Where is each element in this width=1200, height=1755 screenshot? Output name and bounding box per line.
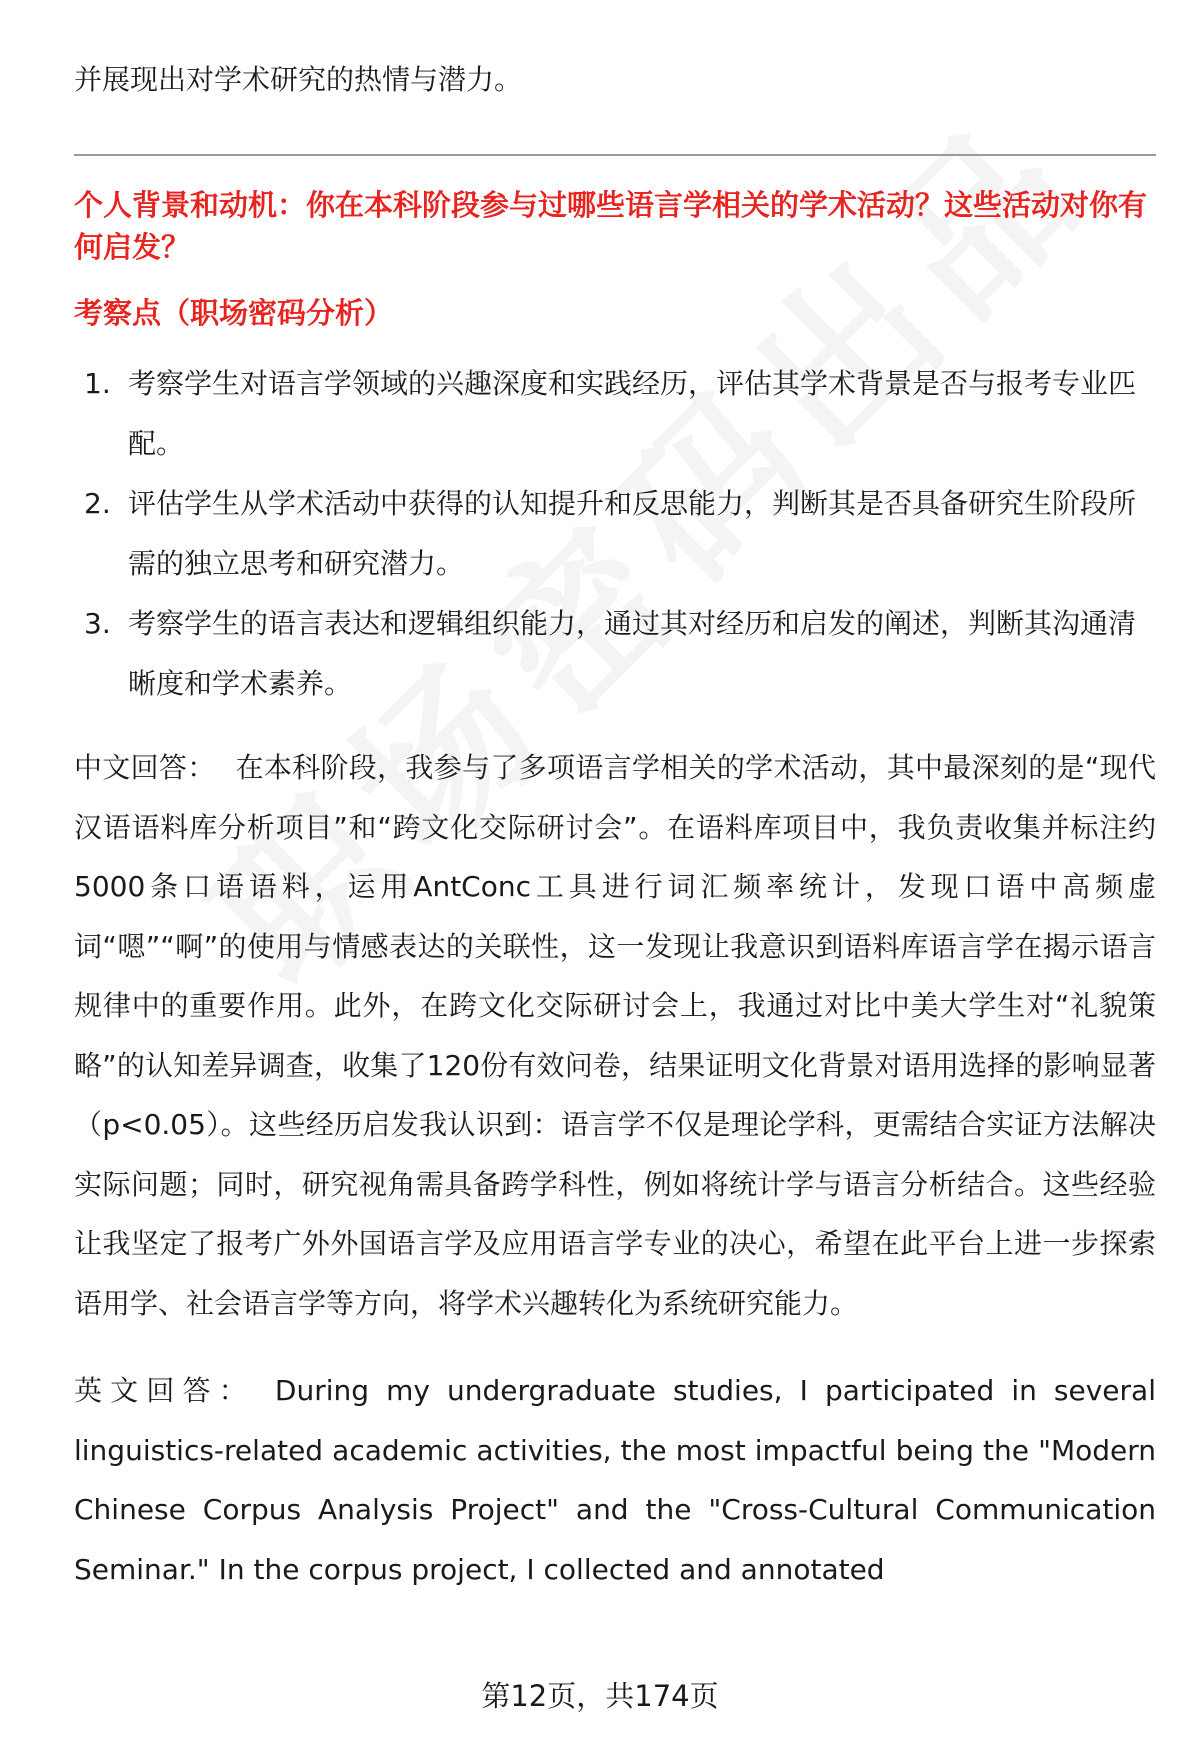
point-text: 考察学生对语言学领域的兴趣深度和实践经历，评估其学术背景是否与报考专业匹配。: [128, 367, 1137, 460]
continued-paragraph: 并展现出对学术研究的热情与潜力。: [74, 63, 523, 96]
point-text: 考察学生的语言表达和逻辑组织能力，通过其对经历和启发的阐述，判断其沟通清晰度和学术素养。: [128, 607, 1137, 700]
chinese-answer-text: 在本科阶段，我参与了多项语言学相关的学术活动，其中最深刻的是“现代汉语语料库分析项目”和“跨文化交际研讨会”。在语料库项目中，我负责收集并标注约5000条口语语料，运用AntConc工具进行词汇频率统计，发现口语中高频虚词“嗯”“啊”的使用与情感表达的关联性，这一发现让我意识到语料库语言学在揭示语言规律中的重要作用。此外，在跨文化交际研讨会上，我通过对比中美大学生对“礼貌策略”的认知差异调查，收集了120份有效问卷，结果证明文化背景对语用选择的影响显著（p<0.05）。这些经历启发我认识到：语言学不仅是理论学科，更需结合实证方法解决实际问题；同时，研究视角需具备跨学科性，例如将统计学与语言分析结合。这些经验让我坚定了报考广外外国语言学及应用语言学专业的决心，希望在此平台上进一步探索语用学、社会语言学等方向，将学术兴趣转化为系统研究能力。: [74, 751, 1156, 1320]
question-heading: 个人背景和动机：你在本科阶段参与过哪些语言学相关的学术活动？这些活动对你有何启发？: [74, 188, 1148, 264]
assessment-points: [74, 354, 1156, 714]
assessment-point-2: [74, 474, 1156, 594]
point-number: 3.: [84, 607, 111, 640]
english-answer-text: During my undergraduate studies, I participated in several linguistics-related academic activities, the most impactful being the "Modern Chinese Corpus Analysis Project" and the "Cross-Cultural Communication Seminar." In the corpus project, I collected and annotated: [74, 1374, 1156, 1586]
assessment-point-1: [74, 354, 1156, 474]
point-number: 1.: [84, 367, 111, 400]
page-number: 第12页，共174页: [481, 1679, 719, 1713]
chinese-answer-label: 中文回答：: [74, 751, 216, 784]
section-divider: [74, 154, 1156, 156]
point-text: 评估学生从学术活动中获得的认知提升和反思能力，判断其是否具备研究生阶段所需的独立思考和研究潜力。: [128, 487, 1137, 580]
point-number: 2.: [84, 487, 111, 520]
chinese-answer: [74, 738, 1156, 1333]
english-answer: [74, 1361, 1156, 1599]
english-answer-label: 英文回答：: [74, 1374, 255, 1407]
assessment-point-3: [74, 594, 1156, 714]
assessment-heading: 考察点（职场密码分析）: [74, 296, 394, 330]
page-content: [74, 56, 1156, 1599]
